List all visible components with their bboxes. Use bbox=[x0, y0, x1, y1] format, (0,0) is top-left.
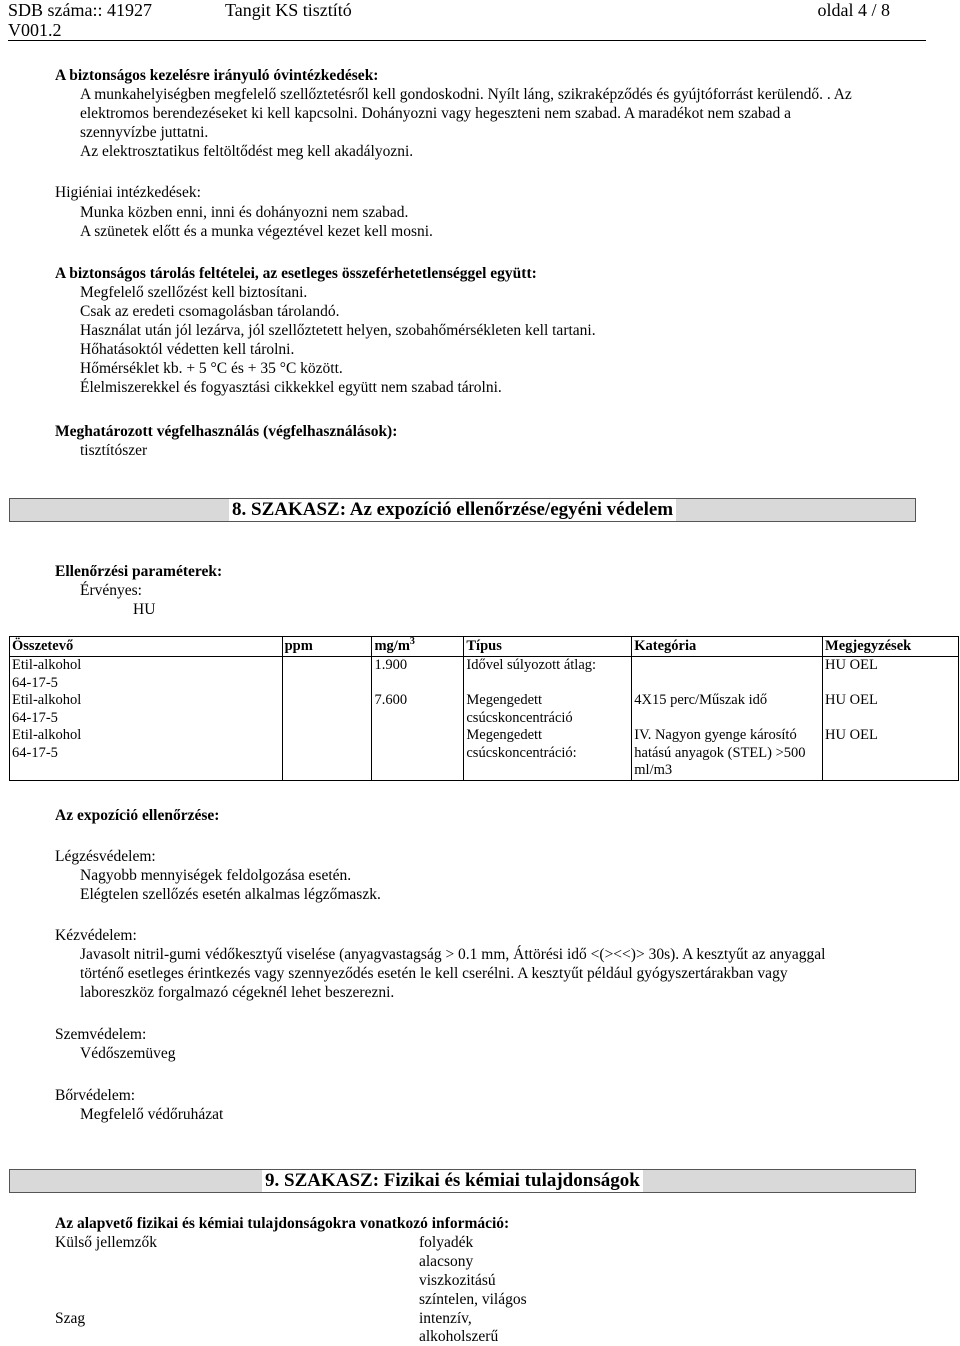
cell-ppm bbox=[282, 692, 372, 727]
eye-protection-value: Védőszemüveg bbox=[80, 1045, 176, 1062]
storage-line: Csak az eredeti csomagolásban tárolandó. bbox=[80, 303, 340, 320]
page-number: oldal 4 / 8 bbox=[817, 0, 890, 20]
table-row bbox=[10, 657, 959, 693]
cell-type: Idővel súlyozott átlag: bbox=[464, 657, 632, 693]
col-header-category: Kategória bbox=[632, 637, 823, 657]
hand-protection-line: történő esetleges érintkezés vagy szennyeződés esetén le kell cserélni. A kesztyűt például gyógyszertárakban vagy bbox=[80, 965, 788, 982]
storage-line: Megfelelő szellőzést kell biztosítani. bbox=[80, 284, 308, 301]
respiratory-line: Elégtelen szellőzés esetén alkalmas légzőmaszk. bbox=[80, 886, 381, 903]
cell-component: Etil-alkohol 64-17-5 bbox=[10, 727, 283, 780]
col-header-component: Összetevő bbox=[10, 637, 283, 657]
col-header-ppm: ppm bbox=[282, 637, 372, 657]
cell-component: Etil-alkohol 64-17-5 bbox=[10, 692, 283, 727]
appearance-value: viszkozitású bbox=[419, 1272, 496, 1289]
storage-line: Élelmiszerekkel és fogyasztási cikkekkel együtt nem szabad tárolni. bbox=[80, 379, 502, 396]
control-params-heading: Ellenőrzési paraméterek: bbox=[55, 563, 223, 580]
appearance-value: színtelen, világos bbox=[419, 1291, 527, 1308]
safe-handling-line: elektromos berendezéseket ki kell kapcsolni. Dohányozni vagy hegeszteni nem szabad. A maradékot nem szabad a bbox=[80, 105, 792, 122]
cell-mgm3: 7.600 bbox=[372, 692, 464, 727]
cell-category: IV. Nagyon gyenge károsító hatású anyagok (STEL) >500 ml/m3 bbox=[632, 727, 823, 780]
exposure-control-heading: Az expozíció ellenőrzése: bbox=[55, 807, 220, 824]
storage-heading: A biztonságos tárolás feltételei, az esetleges összeférhetetlenséggel együtt: bbox=[55, 265, 537, 282]
cell-category: 4X15 perc/Műszak idő bbox=[632, 692, 823, 727]
col-header-notes: Megjegyzések bbox=[823, 637, 959, 657]
end-use-heading: Meghatározott végfelhasználás (végfelhasználások): bbox=[55, 423, 398, 440]
safe-handling-line: Az elektrosztatikus feltöltődést meg kell akadályozni. bbox=[80, 143, 414, 160]
physchem-info-heading: Az alapvető fizikai és kémiai tulajdonságokra vonatkozó információ: bbox=[55, 1215, 510, 1232]
appearance-label: Külső jellemzők bbox=[55, 1234, 158, 1251]
sdb-number: SDB száma:: 41927 bbox=[8, 0, 152, 20]
storage-line: Hőmérséklet kb. + 5 °C és + 35 °C között. bbox=[80, 360, 343, 377]
hygiene-line: A szünetek előtt és a munka végeztével kezet kell mosni. bbox=[80, 223, 433, 240]
skin-protection-label: Bőrvédelem: bbox=[55, 1087, 136, 1104]
skin-protection-value: Megfelelő védőruházat bbox=[80, 1106, 224, 1123]
hand-protection-line: Javasolt nitril-gumi védőkesztyű viselése (anyagvastagság > 0.1 mm, Áttörési idő <(><<)> 30s). A kesztyűt az anyaggal bbox=[80, 946, 826, 963]
hygiene-line: Munka közben enni, inni és dohányozni nem szabad. bbox=[80, 204, 409, 221]
cell-type: Megengedett csúcskoncentráció bbox=[464, 692, 632, 727]
header-divider bbox=[8, 40, 926, 41]
cell-notes: HU OEL bbox=[823, 727, 959, 780]
cell-ppm bbox=[282, 657, 372, 693]
appearance-value: folyadék bbox=[419, 1234, 474, 1251]
table-row bbox=[10, 727, 959, 780]
storage-line: Használat után jól lezárva, jól szellőztetett helyen, szobahőmérsékleten kell tartani. bbox=[80, 322, 596, 339]
hand-protection-line: laboreszköz forgalmazó cégeknél lehet beszerezni. bbox=[80, 984, 395, 1001]
odor-label: Szag bbox=[55, 1310, 86, 1327]
cell-notes: HU OEL bbox=[823, 692, 959, 727]
cell-type: Megengedett csúcskoncentráció: bbox=[464, 727, 632, 780]
respiratory-label: Légzésvédelem: bbox=[55, 848, 156, 865]
safe-handling-heading: A biztonságos kezelésre irányuló óvintézkedések: bbox=[55, 67, 379, 84]
col-header-mgm3: $mg/m^3$ bbox=[372, 637, 464, 657]
product-name: Tangit KS tisztító bbox=[225, 0, 352, 20]
version: V001.2 bbox=[8, 20, 62, 40]
cell-ppm bbox=[282, 727, 372, 780]
cell-mgm3: 1.900 bbox=[372, 657, 464, 693]
section-8-bar bbox=[9, 498, 916, 522]
section-9-title: 9. SZAKASZ: Fizikai és kémiai tulajdonságok bbox=[262, 1170, 643, 1192]
appearance-value: alacsony bbox=[419, 1253, 474, 1270]
table-header-row bbox=[10, 637, 959, 657]
exposure-limits-table bbox=[9, 636, 959, 781]
end-use-value: tisztítószer bbox=[80, 442, 148, 459]
valid-value: HU bbox=[133, 601, 156, 618]
cell-notes: HU OEL bbox=[823, 657, 959, 693]
odor-value: intenzív, bbox=[419, 1310, 472, 1327]
eye-protection-label: Szemvédelem: bbox=[55, 1026, 147, 1043]
col-header-type: Típus bbox=[464, 637, 632, 657]
valid-label: Érvényes: bbox=[80, 582, 142, 599]
odor-value: alkoholszerű bbox=[419, 1328, 499, 1345]
cell-mgm3 bbox=[372, 727, 464, 780]
hygiene-heading: Higiéniai intézkedések: bbox=[55, 184, 201, 201]
section-8-title: 8. SZAKASZ: Az expozíció ellenőrzése/egyéni védelem bbox=[229, 499, 676, 521]
page-header bbox=[8, 0, 918, 40]
hand-protection-label: Kézvédelem: bbox=[55, 927, 137, 944]
cell-component: Etil-alkohol 64-17-5 bbox=[10, 657, 283, 693]
table-row bbox=[10, 692, 959, 727]
safe-handling-line: szennyvízbe juttatni. bbox=[80, 124, 209, 141]
respiratory-line: Nagyobb mennyiségek feldolgozása esetén. bbox=[80, 867, 352, 884]
cell-category bbox=[632, 657, 823, 693]
safe-handling-line: A munkahelyiségben megfelelő szellőztetésről kell gondoskodni. Nyílt láng, szikraképződés és gyújtóforrást kerülendő. . Az bbox=[80, 86, 852, 103]
section-9-bar bbox=[9, 1169, 916, 1193]
storage-line: Hőhatásoktól védetten kell tárolni. bbox=[80, 341, 295, 358]
